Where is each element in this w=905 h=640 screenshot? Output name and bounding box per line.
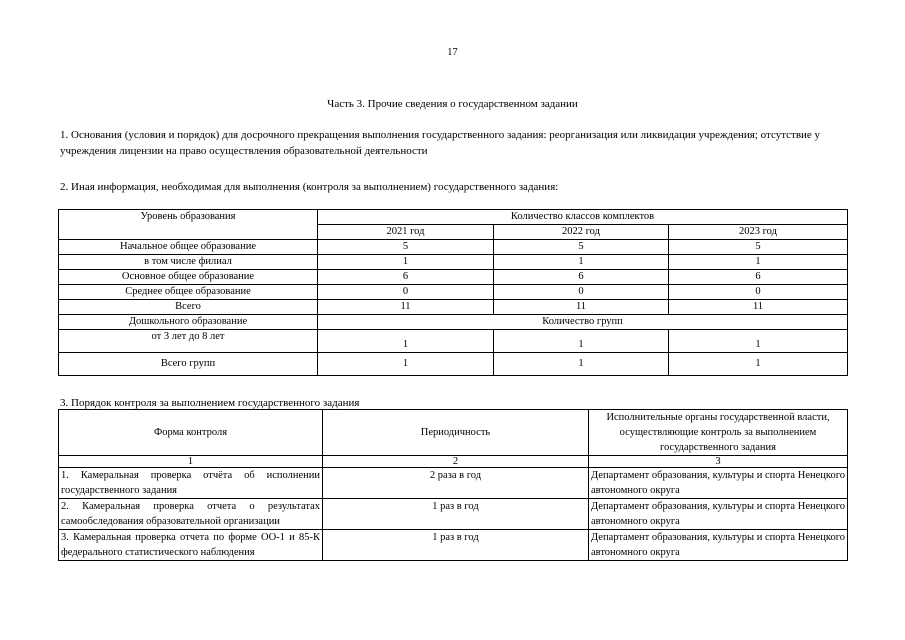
cell-value: 6 [669, 270, 848, 285]
termination-grounds: 1. Основания (условия и порядок) для досрочного прекращения выполнения государственного задания: реорганизация или ликвидация учреждения; отсутствие у учреждения лицензии на право осуществления образовательной деятельности [60, 129, 821, 157]
groups-header: Количество групп [318, 315, 848, 330]
col-period-header: Периодичность [323, 410, 589, 456]
row-label: Всего групп [59, 353, 318, 376]
cell-value: 1 [669, 330, 848, 353]
col-number: 2 [323, 456, 589, 468]
table-row [59, 285, 848, 300]
col-classes-header: Количество классов комплектов [318, 210, 848, 225]
col-number: 3 [589, 456, 848, 468]
table-row [59, 300, 848, 315]
control-form: 3. Камеральная проверка отчета по форме ОО-1 и 85-К федерального статистического наблюдения [59, 530, 323, 561]
table-header-row [59, 210, 848, 225]
row-label: Всего [59, 300, 318, 315]
year-2023: 2023 год [669, 225, 848, 240]
cell-value: 0 [669, 285, 848, 300]
control-table [58, 409, 848, 561]
row-label: Основное общее образование [59, 270, 318, 285]
preschool-row [59, 315, 848, 330]
table-row [59, 240, 848, 255]
control-form: 1. Камеральная проверка отчёта об исполнении государственного задания [59, 468, 323, 499]
control-period: 1 раз в год [323, 530, 589, 561]
section-heading: Часть 3. Прочие сведения о государственном задании [327, 98, 578, 110]
cell-value: 1 [669, 255, 848, 270]
cell-value: 11 [669, 300, 848, 315]
year-2022: 2022 год [494, 225, 669, 240]
row-label: Среднее общее образование [59, 285, 318, 300]
cell-value: 1 [494, 255, 669, 270]
control-form: 2. Камеральная проверка отчета о результатах самообследования образовательной организации [59, 499, 323, 530]
row-label: Начальное общее образование [59, 240, 318, 255]
cell-value: 11 [318, 300, 494, 315]
year-2021: 2021 год [318, 225, 494, 240]
table-row [59, 353, 848, 376]
table-row [59, 255, 848, 270]
cell-value: 5 [318, 240, 494, 255]
cell-value: 1 [494, 353, 669, 376]
col-form-header: Форма контроля [59, 410, 323, 456]
cell-value: 1 [318, 255, 494, 270]
cell-value: 1 [318, 353, 494, 376]
control-body: Департамент образования, культуры и спорта Ненецкого автономного округа [589, 530, 848, 561]
table-row [59, 499, 848, 530]
col-number: 1 [59, 456, 323, 468]
table-header-row [59, 410, 848, 456]
cell-value: 6 [494, 270, 669, 285]
preschool-label: Дошкольного образование [59, 315, 318, 330]
cell-value: 6 [318, 270, 494, 285]
cell-value: 1 [669, 353, 848, 376]
cell-value: 0 [318, 285, 494, 300]
control-period: 1 раз в год [323, 499, 589, 530]
control-body: Департамент образования, культуры и спорта Ненецкого автономного округа [589, 499, 848, 530]
control-period: 2 раза в год [323, 468, 589, 499]
table-row [59, 530, 848, 561]
cell-value: 11 [494, 300, 669, 315]
table-row [59, 330, 848, 353]
other-info-title: 2. Иная информация, необходимая для выполнения (контроля за выполнением) государственного задания: [60, 181, 559, 193]
table-row [59, 270, 848, 285]
col-body-header: Исполнительные органы государственной власти, осуществляющие контроль за выполнением государственного задания [589, 410, 848, 456]
column-numbers-row [59, 456, 848, 468]
page-number: 17 [447, 47, 458, 58]
cell-value: 1 [318, 330, 494, 353]
classes-table [58, 209, 848, 376]
table-row [59, 468, 848, 499]
cell-value: 1 [494, 330, 669, 353]
cell-value: 5 [494, 240, 669, 255]
row-label: в том числе филиал [59, 255, 318, 270]
cell-value: 0 [494, 285, 669, 300]
col-level-header: Уровень образования [59, 210, 318, 240]
row-label: от 3 лет до 8 лет [59, 330, 318, 353]
control-body: Департамент образования, культуры и спорта Ненецкого автономного округа [589, 468, 848, 499]
cell-value: 5 [669, 240, 848, 255]
control-order-title: 3. Порядок контроля за выполнением государственного задания [60, 397, 360, 409]
